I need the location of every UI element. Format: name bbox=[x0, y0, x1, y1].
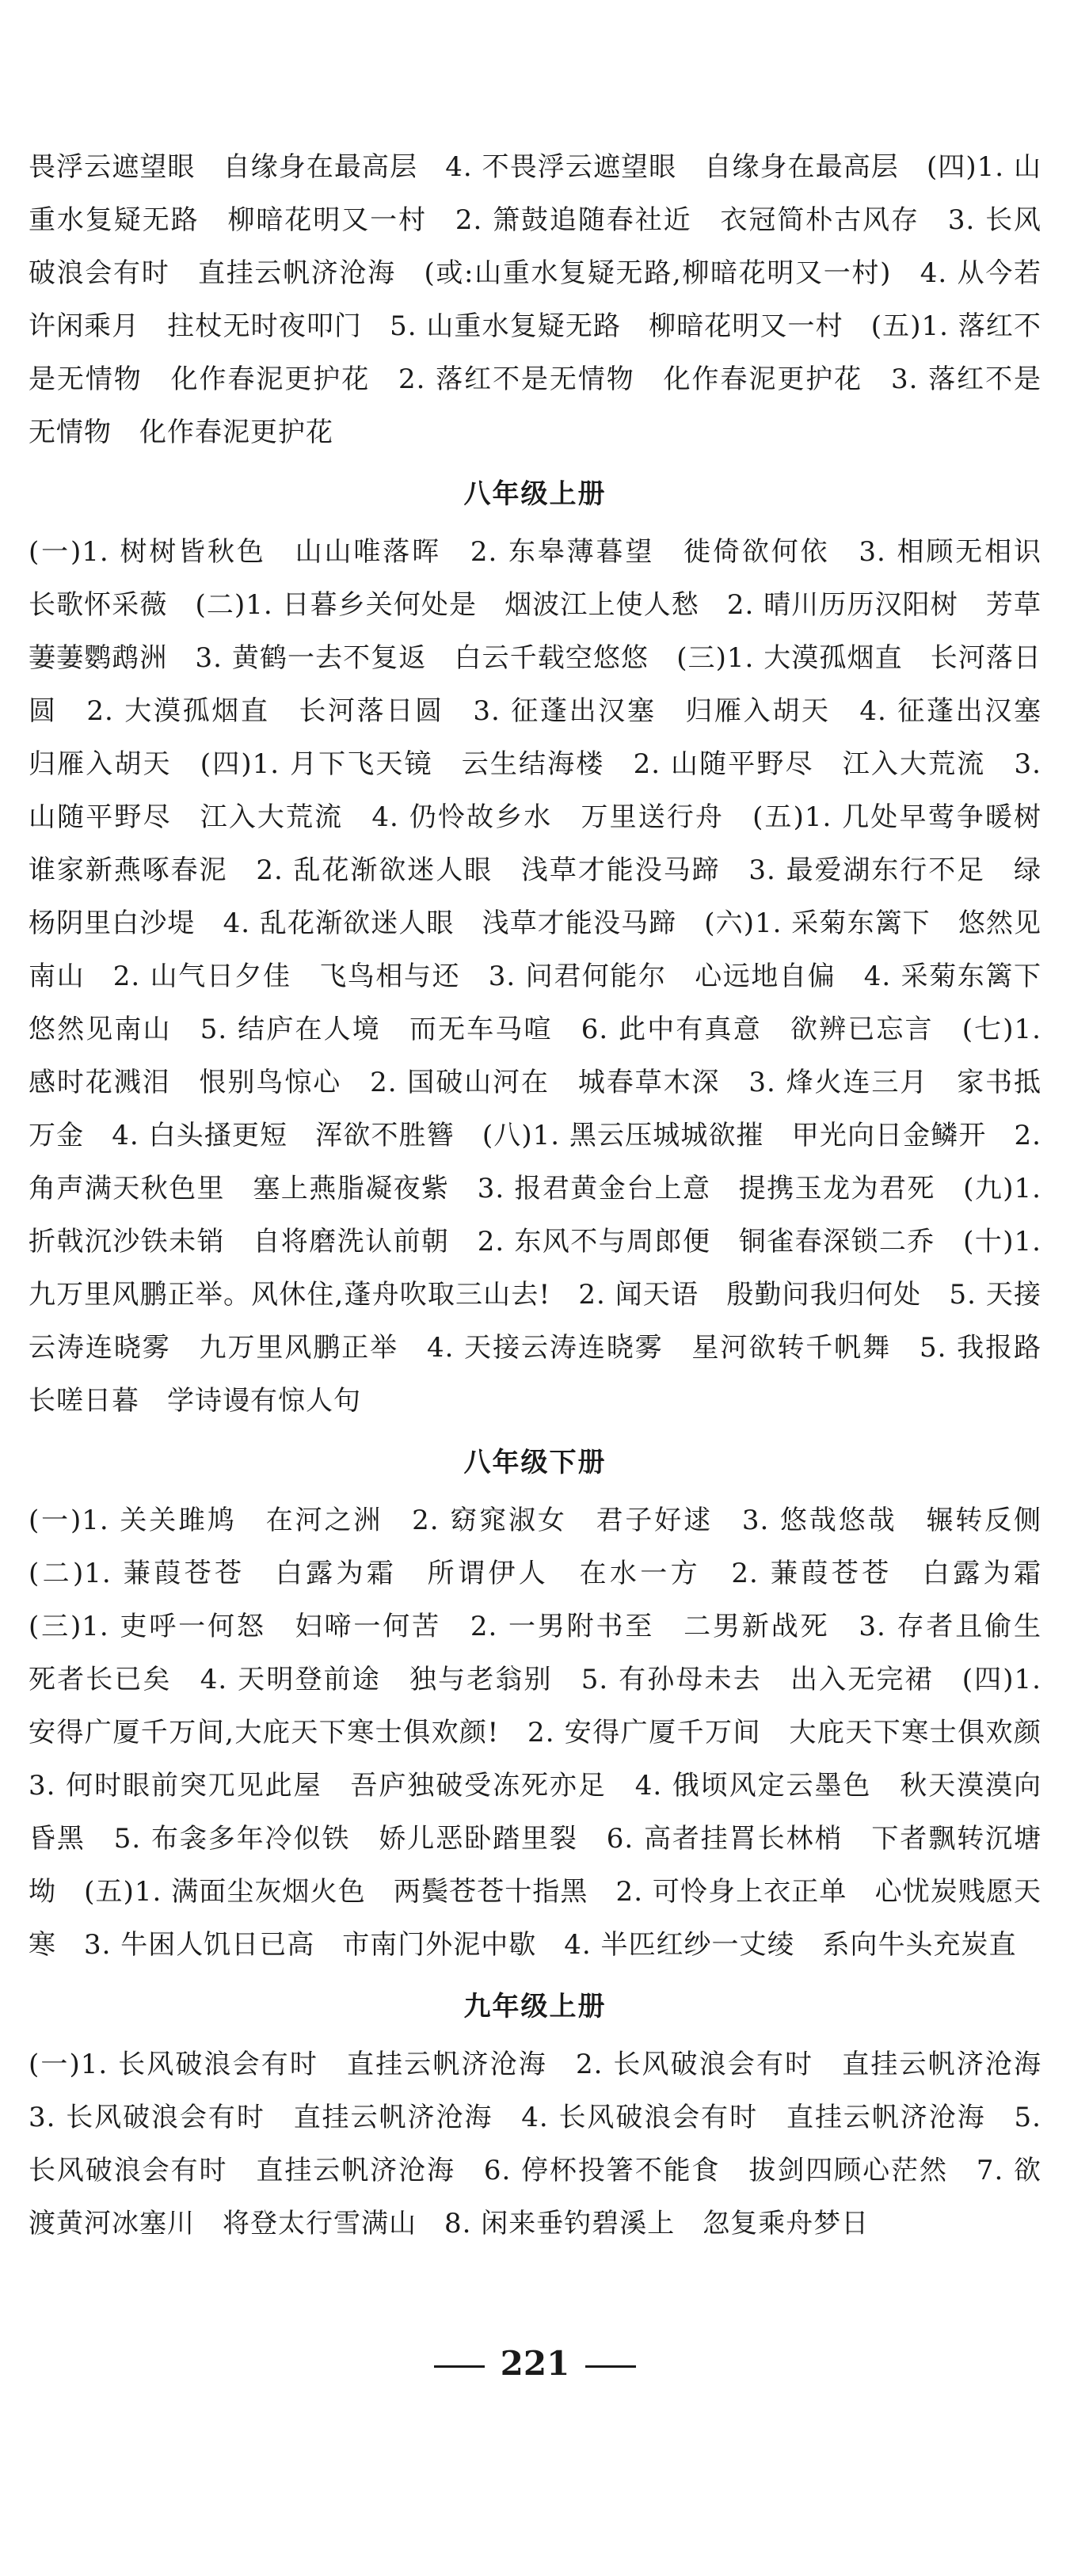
heading-grade8-vol2: 八年级下册 bbox=[463, 1447, 607, 1478]
page-number bbox=[0, 2344, 1070, 2383]
heading-grade8-vol1: 八年级上册 bbox=[463, 478, 607, 510]
left-dash bbox=[434, 2365, 485, 2368]
section-continuation-text: 畏浮云遮望眼 自缘身在最高层 4. 不畏浮云遮望眼 自缘身在最高层 (四)1. 山重水复疑无路 柳暗花明又一村 2. 箫鼓追随春社近 衣冠简朴古风存 3. 长风破浪会有时 直挂云帆济沧海 (或:山重水复疑无路,柳暗花明又一村) 4. 从今若许闲乘月 拄杖无时夜叩门 5. 山重水复疑无路 柳暗花明又一村 (五)1. 落红不是无情物 化作春泥更护花 2. 落红不是无情物 化作春泥更护花 3. 落红不是无情物 化作春泥更护花 bbox=[29, 151, 1041, 448]
section-grade8-vol1-text: (一)1. 树树皆秋色 山山唯落晖 2. 东皋薄暮望 徙倚欲何依 3. 相顾无相识 长歌怀采薇 (二)1. 日暮乡关何处是 烟波江上使人愁 2. 晴川历历汉阳树 芳草萋萋鹦鹉洲 3. 黄鹤一去不复返 白云千载空悠悠 (三)1. 大漠孤烟直 长河落日圆 2. 大漠孤烟直 长河落日圆 3. 征蓬出汉塞 归雁入胡天 4. 征蓬出汉塞 归雁入胡天 (四)1. 月下飞天镜 云生结海楼 2. 山随平野尽 江入大荒流 3. 山随平野尽 江入大荒流 4. 仍怜故乡水 万里送行舟 (五)1. 几处早莺争暖树 谁家新燕啄春泥 2. 乱花渐欲迷人眼 浅草才能没马蹄 3. 最爱湖东行不足 绿杨阴里白沙堤 4. 乱花渐欲迷人眼 浅草才能没马蹄 (六)1. 采菊东篱下 悠然见南山 2. 山气日夕佳 飞鸟相与还 3. 问君何能尔 心远地自偏 4. 采菊东篱下 悠然见南山 5. 结庐在人境 而无车马喧 6. 此中有真意 欲辨已忘言 (七)1. 感时花溅泪 恨别鸟惊心 2. 国破山河在 城春草木深 3. 烽火连三月 家书抵万金 4. 白头搔更短 浑欲不胜簪 (八)1. 黑云压城城欲摧 甲光向日金鳞开 2. 角声满天秋色里 塞上燕脂凝夜紫 3. 报君黄金台上意 提携玉龙为君死 (九)1. 折戟沉沙铁未销 自将磨洗认前朝 2. 东风不与周郎便 铜雀春深锁二乔 (十)1. 九万里风鹏正举。风休住,蓬舟吹取三山去! 2. 闻天语 殷勤问我归何处 5. 天接云涛连晓雾 九万里风鹏正举 4. 天接云涛连晓雾 星河欲转千帆舞 5. 我报路长嗟日暮 学诗谩有惊人句 bbox=[29, 536, 1069, 1417]
section-grade9-vol1-text: (一)1. 长风破浪会有时 直挂云帆济沧海 2. 长风破浪会有时 直挂云帆济沧海 3. 长风破浪会有时 直挂云帆济沧海 4. 长风破浪会有时 直挂云帆济沧海 5. 长风破浪会有时 直挂云帆济沧海 6. 停杯投箸不能食 拔剑四顾心茫然 7. 欲渡黄河冰塞川 将登太行雪满山 8. 闲来垂钓碧溪上 忽复乘舟梦日 bbox=[29, 2049, 1069, 2239]
heading-grade9-vol1: 九年级上册 bbox=[463, 1991, 607, 2022]
right-dash bbox=[585, 2365, 636, 2368]
page-number-value: 221 bbox=[500, 2344, 570, 2383]
section-grade8-vol2-text: (一)1. 关关雎鸠 在河之洲 2. 窈窕淑女 君子好逑 3. 悠哉悠哉 辗转反侧 (二)1. 蒹葭苍苍 白露为霜 所谓伊人 在水一方 2. 蒹葭苍苍 白露为霜 (三)1. 吏呼一何怒 妇啼一何苦 2. 一男附书至 二男新战死 3. 存者且偷生 死者长已矣 4. 天明登前途 独与老翁别 5. 有孙母未去 出入无完裙 (四)1. 安得广厦千万间,大庇天下寒士俱欢颜! 2. 安得广厦千万间 大庇天下寒士俱欢颜 3. 何时眼前突兀见此屋 吾庐独破受冻死亦足 4. 俄顷风定云墨色 秋天漠漠向昏黑 5. 布衾多年冷似铁 娇儿恶卧踏里裂 6. 高者挂罥长林梢 下者飘转沉塘坳 (五)1. 满面尘灰烟火色 两鬓苍苍十指黑 2. 可怜身上衣正单 心忧炭贱愿天寒 3. 牛困人饥日已高 市南门外泥中歇 4. 半匹红纱一丈绫 系向牛头充炭直 bbox=[29, 1505, 1069, 1961]
